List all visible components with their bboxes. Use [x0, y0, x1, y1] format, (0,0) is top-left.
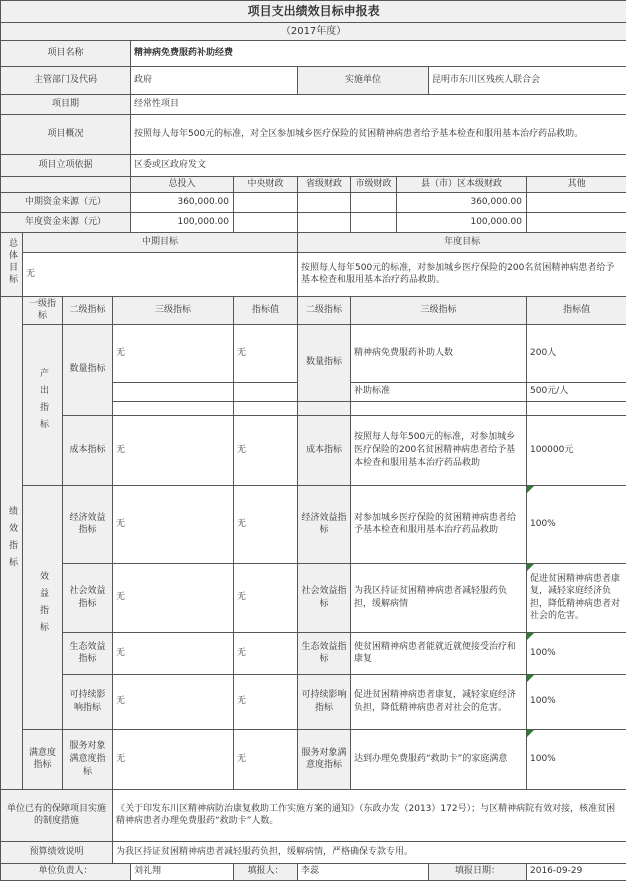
- perf-header-l2r: 二级指标: [298, 296, 351, 324]
- perf-row-satisfaction: [1, 729, 626, 789]
- period-value: 经常性项目: [131, 95, 626, 115]
- perf-l3-empty: [113, 382, 234, 401]
- funding-mid-county: 360,000.00: [397, 192, 527, 212]
- perf-val-cost: 无: [234, 415, 298, 485]
- funding-header-city: 市级财政: [351, 177, 397, 193]
- funding-header-other: 其他: [527, 177, 626, 193]
- perf-group-benefit: 效益指标: [23, 485, 63, 729]
- impl-unit-value: 昆明市东川区残疾人联合会: [429, 67, 626, 95]
- mid-goal-header: 中期目标: [23, 232, 298, 252]
- fill-date-value: 2016-09-29: [527, 863, 626, 880]
- dept-label: 主管部门及代码: [1, 67, 131, 95]
- perf-l2r-empty: [298, 401, 351, 415]
- perf-valr-economic: 100%: [527, 485, 626, 563]
- perf-val-quantity: 无: [234, 324, 298, 382]
- perf-row-cost: [1, 415, 626, 485]
- perf-l3-empty: [113, 401, 234, 415]
- perf-val-empty: [234, 401, 298, 415]
- perf-header-l2: 二级指标: [63, 296, 113, 324]
- perf-l2-cost: 成本指标: [63, 415, 113, 485]
- perf-val-economic: 无: [234, 485, 298, 563]
- comment-marker-icon: [527, 633, 534, 640]
- perf-l3r-subsidy-count: 精神病免费服药补助人数: [351, 324, 527, 382]
- perf-l2r-ecological: 生态效益指标: [298, 632, 351, 674]
- perf-l2-economic: 经济效益指标: [63, 485, 113, 563]
- perf-row-economic: [1, 485, 626, 563]
- perf-l2r-quantity: 数量指标: [298, 324, 351, 401]
- perf-header-val: 指标值: [234, 296, 298, 324]
- basis-value: 区委或区政府发文: [131, 155, 626, 177]
- funding-annual-central: [234, 212, 298, 232]
- funding-annual-city: [351, 212, 397, 232]
- perf-l3-satisfaction: 无: [113, 729, 234, 789]
- perf-l3-ecological: 无: [113, 632, 234, 674]
- perf-l3-cost: 无: [113, 415, 234, 485]
- annual-goal-value: 按照每人每年500元的标准，对参加城乡医疗保险的200名贫困精神病患者给予基本检查和服用基本治疗药品救助。: [298, 252, 626, 296]
- perf-group-output: 产出指标: [23, 324, 63, 485]
- measures-label: 单位已有的保障项目实施的制度措施: [1, 789, 113, 841]
- perf-l2-sustainable: 可持续影响指标: [63, 674, 113, 729]
- filler-value: 李蕊: [298, 863, 429, 880]
- budget-note-value: 为我区持证贫困精神病患者减轻服药负担，缓解病情，严格确保专款专用。: [113, 841, 626, 863]
- funding-header-province: 省级财政: [298, 177, 351, 193]
- perf-header-valr: 指标值: [527, 296, 626, 324]
- funding-annual-county: 100,000.00: [397, 212, 527, 232]
- comment-marker-icon: [527, 730, 534, 737]
- perf-l2-satisfaction: 服务对象满意度指标: [63, 729, 113, 789]
- overall-goal-section-label: 总体目标: [1, 232, 23, 296]
- perf-l2r-cost: 成本指标: [298, 415, 351, 485]
- funding-annual-label: 年度资金来源（元）: [1, 212, 131, 232]
- perf-l3r-ecological: 使贫困精神病患者能就近就便接受治疗和康复: [351, 632, 527, 674]
- perf-val-satisfaction: 无: [234, 729, 298, 789]
- perf-header-l1: 一级指标: [23, 296, 63, 324]
- overview-label: 项目概况: [1, 115, 131, 155]
- form-year: （2017年度）: [1, 23, 626, 41]
- funding-annual-other: [527, 212, 626, 232]
- perf-l2r-satisfaction: 服务对象满意度指标: [298, 729, 351, 789]
- dept-value: 政府: [131, 67, 298, 95]
- perf-group-satisfaction: 满意度指标: [23, 729, 63, 789]
- funding-mid-other: [527, 192, 626, 212]
- funding-mid-city: [351, 192, 397, 212]
- comment-marker-icon: [527, 675, 534, 682]
- perf-row-social: [1, 563, 626, 632]
- perf-val-ecological: 无: [234, 632, 298, 674]
- perf-l3r-cost: 按照每人每年500元的标准，对参加城乡医疗保险的200名贫困精神病患者给予基本检查和服用基本治疗药品救助: [351, 415, 527, 485]
- perf-row-quantity-1: [1, 324, 626, 382]
- perf-l3-sustainable: 无: [113, 674, 234, 729]
- perf-l3-quantity: 无: [113, 324, 234, 382]
- comment-marker-icon: [527, 564, 534, 571]
- funding-header-central: 中央财政: [234, 177, 298, 193]
- responsible-person-value: 刘礼翔: [131, 863, 234, 880]
- perf-valr-subsidy-count: 200人: [527, 324, 626, 382]
- perf-valr-ecological: 100%: [527, 632, 626, 674]
- budget-note-label: 预算绩效说明: [1, 841, 113, 863]
- funding-mid-total: 360,000.00: [131, 192, 234, 212]
- overview-value: 按照每人每年500元的标准，对全区参加城乡医疗保险的贫困精神病患者给予基本检查和服用基本治疗药品救助。: [131, 115, 626, 155]
- perf-section-label: 绩效指标: [1, 296, 23, 789]
- perf-val-social: 无: [234, 563, 298, 632]
- perf-l2-social: 社会效益指标: [63, 563, 113, 632]
- perf-l2-quantity: 数量指标: [63, 324, 113, 415]
- basis-label: 项目立项依据: [1, 155, 131, 177]
- perf-valr-empty: [527, 401, 626, 415]
- project-name-label: 项目名称: [1, 41, 131, 67]
- impl-unit-label: 实施单位: [298, 67, 429, 95]
- perf-header-l3r: 三级指标: [351, 296, 527, 324]
- filler-label: 填报人：: [234, 863, 298, 880]
- comment-marker-icon: [527, 486, 534, 493]
- perf-l3r-satisfaction: 达到办理免费服药“救助卡”的家庭满意: [351, 729, 527, 789]
- annual-goal-header: 年度目标: [298, 232, 626, 252]
- project-name-value: 精神病免费服药补助经费: [131, 41, 626, 67]
- funding-corner-cell: [1, 177, 131, 193]
- perf-l2r-sustainable: 可持续影响指标: [298, 674, 351, 729]
- perf-header-l3: 三级指标: [113, 296, 234, 324]
- perf-valr-subsidy-standard: 500元/人: [527, 382, 626, 401]
- perf-valr-cost: 100000元: [527, 415, 626, 485]
- perf-valr-satisfaction: 100%: [527, 729, 626, 789]
- perf-val-empty: [234, 382, 298, 401]
- funding-mid-central: [234, 192, 298, 212]
- responsible-person-label: 单位负责人：: [1, 863, 131, 880]
- perf-l2-ecological: 生态效益指标: [63, 632, 113, 674]
- funding-header-county: 县（市）区本级财政: [397, 177, 527, 193]
- perf-row-sustainable: [1, 674, 626, 729]
- perf-l2r-social: 社会效益指标: [298, 563, 351, 632]
- funding-mid-province: [298, 192, 351, 212]
- perf-l3-economic: 无: [113, 485, 234, 563]
- perf-val-sustainable: 无: [234, 674, 298, 729]
- funding-header-total: 总投入: [131, 177, 234, 193]
- perf-valr-social: 促进贫困精神病患者康复，减轻家庭经济负担，降低精神病患者对社会的危害。: [527, 563, 626, 632]
- perf-valr-sustainable: 100%: [527, 674, 626, 729]
- perf-l2r-economic: 经济效益指标: [298, 485, 351, 563]
- mid-goal-value: 无: [23, 252, 298, 296]
- funding-annual-province: [298, 212, 351, 232]
- perf-l3-social: 无: [113, 563, 234, 632]
- perf-l3r-subsidy-standard: 补助标准: [351, 382, 527, 401]
- funding-annual-total: 100,000.00: [131, 212, 234, 232]
- perf-l3r-sustainable: 促进贫困精神病患者康复，减轻家庭经济负担，降低精神病患者对社会的危害。: [351, 674, 527, 729]
- form-title: 项目支出绩效目标申报表: [1, 1, 626, 23]
- perf-row-ecological: [1, 632, 626, 674]
- measures-value: 《关于印发东川区精神病防治康复救助工作实施方案的通知》（东政办发（2013）172号）；与区精神病院有效对接，核准贫困精神病患者办理免费服药“救助卡”人数。: [113, 789, 626, 841]
- perf-l3r-economic: 对参加城乡医疗保险的贫困精神病患者给予基本检查和服用基本治疗药品救助: [351, 485, 527, 563]
- perf-l3r-social: 为我区持证贫困精神病患者减轻服药负担，缓解病情: [351, 563, 527, 632]
- perf-l3r-empty: [351, 401, 527, 415]
- fill-date-label: 填报日期：: [429, 863, 527, 880]
- funding-mid-label: 中期资金来源（元）: [1, 192, 131, 212]
- period-label: 项目期: [1, 95, 131, 115]
